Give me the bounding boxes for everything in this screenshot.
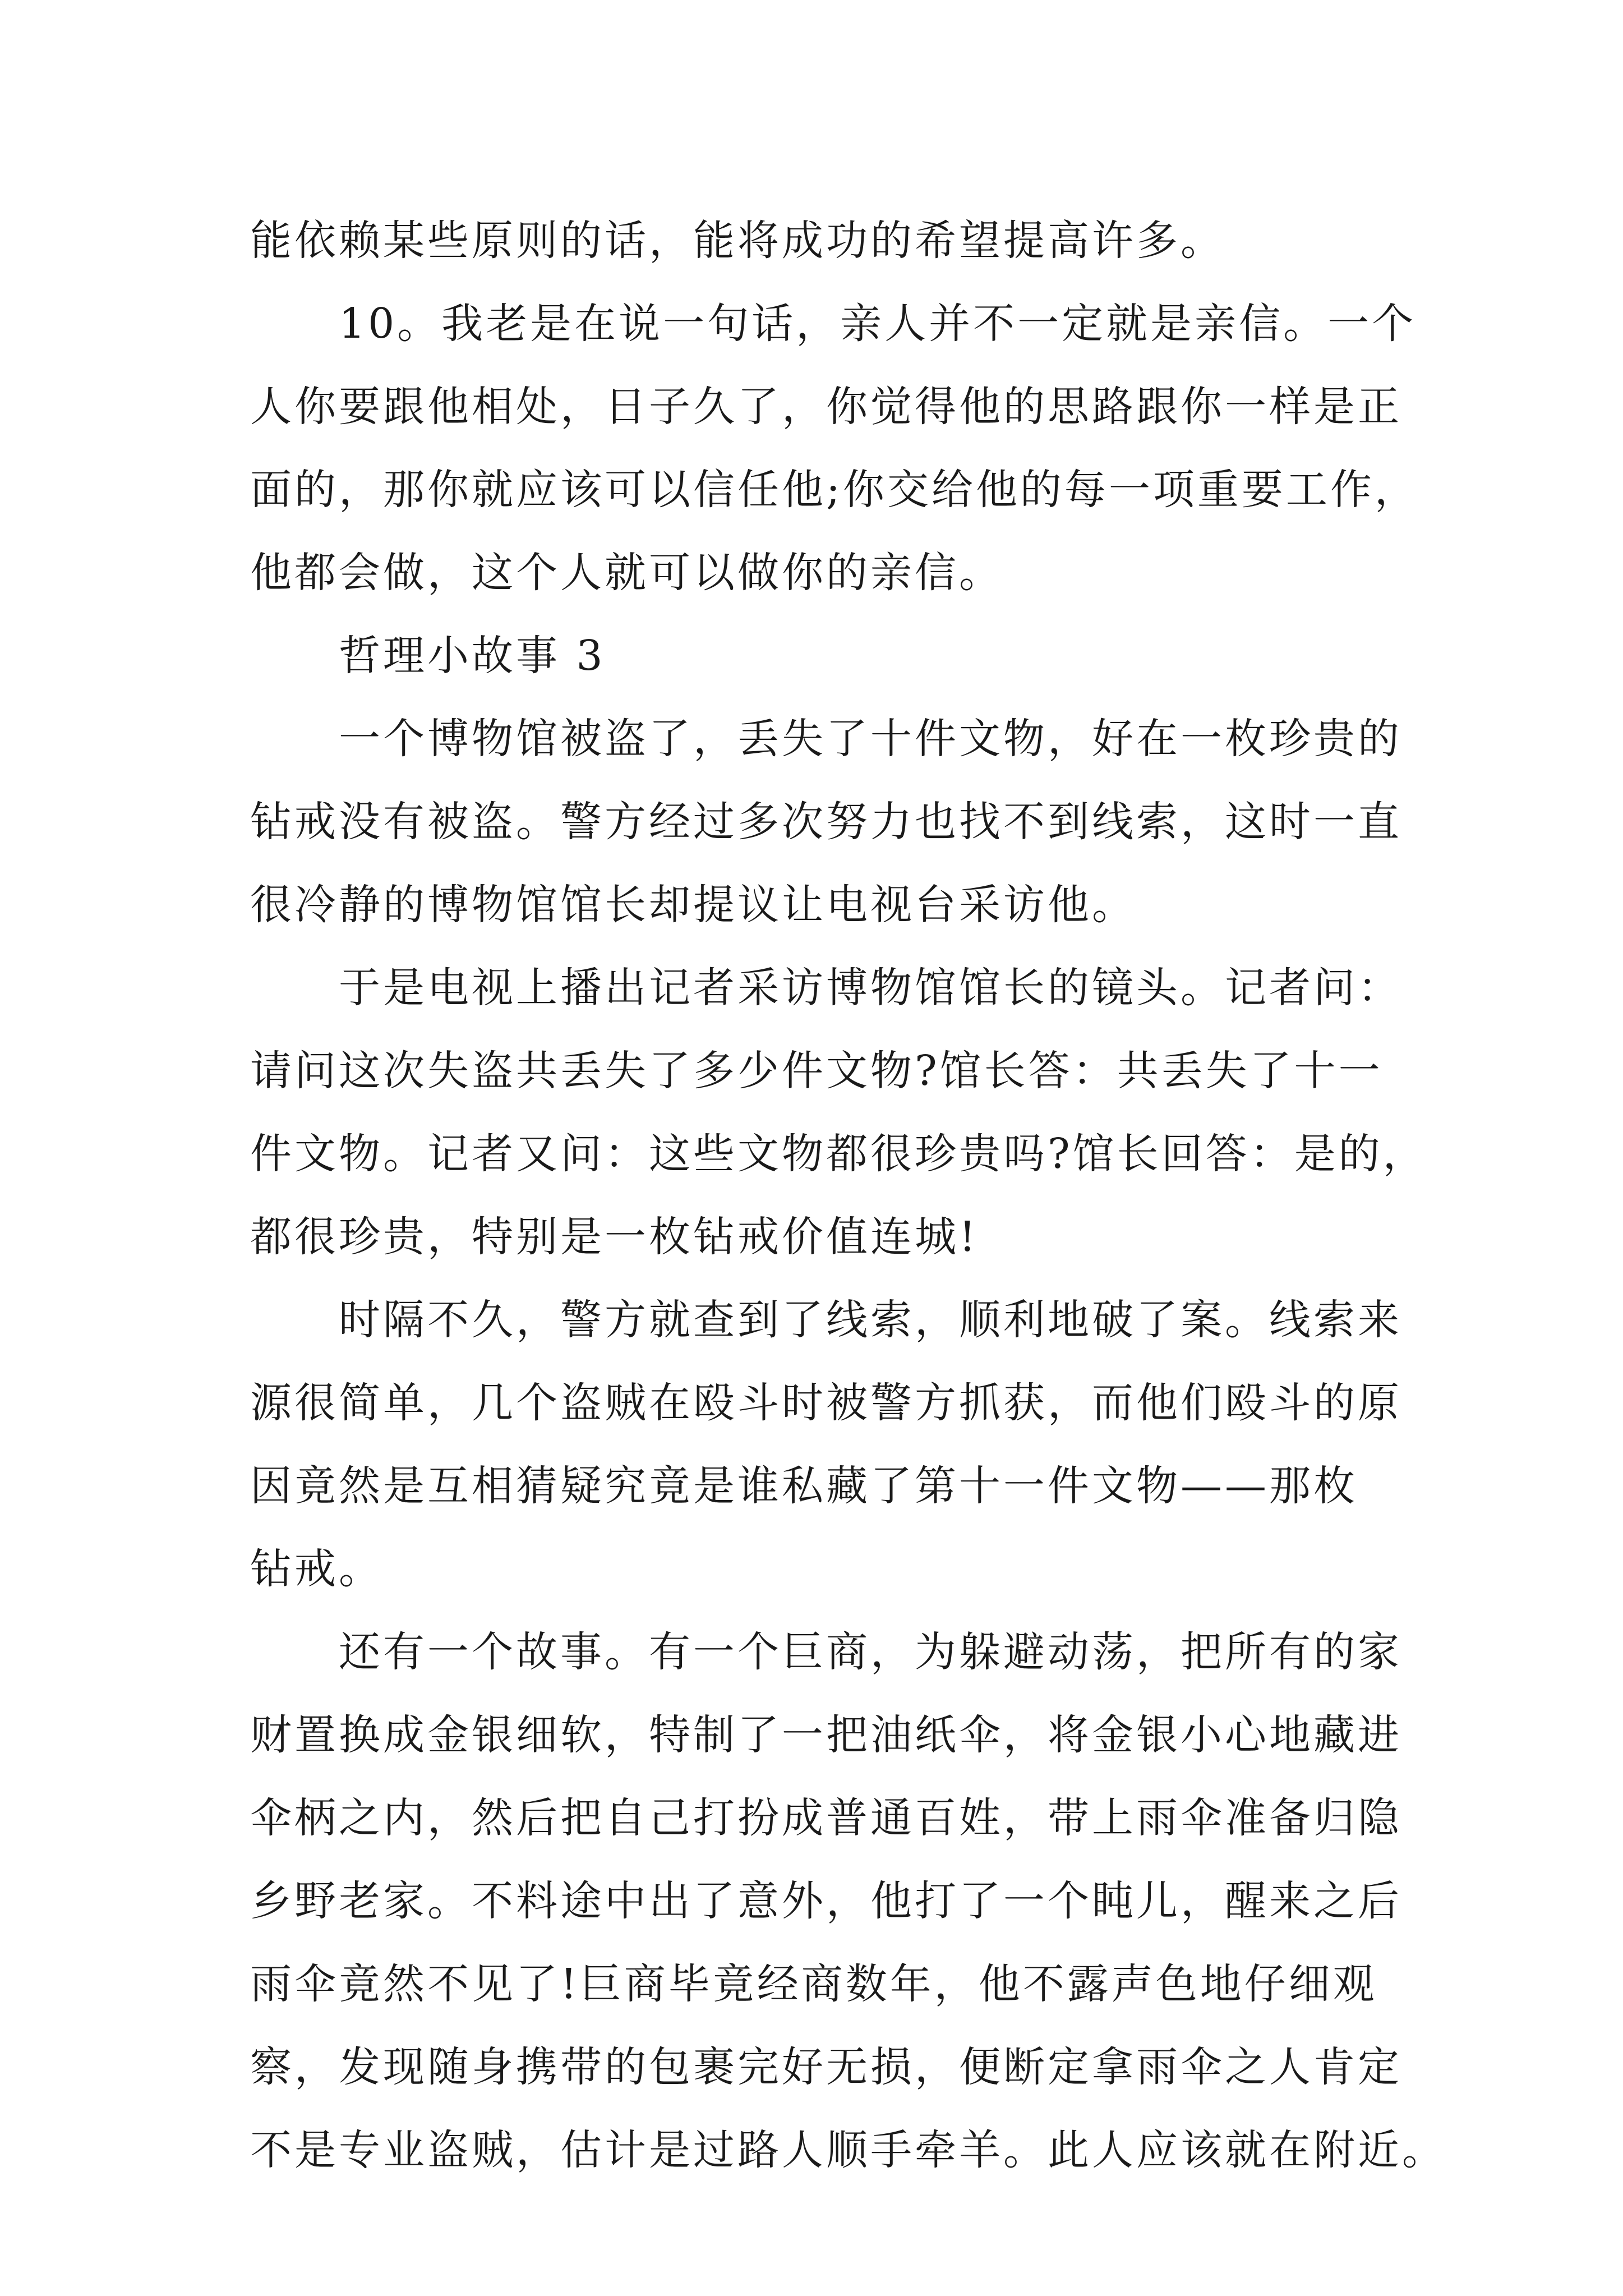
paragraph-museum-theft — [250, 697, 1402, 946]
text-line: 时隔不久，警方就查到了线索，顺利地破了案。线索来 — [339, 1296, 1402, 1344]
text-line: 源很简单，几个盗贼在殴斗时被警方抓获，而他们殴斗的原 — [250, 1379, 1402, 1427]
text-line: 请问这次失盗共丢失了多少件文物?馆长答：共丢失了十一 — [250, 1047, 1383, 1095]
text-line: 伞柄之内，然后把自己打扮成普通百姓，带上雨伞准备归隐 — [250, 1794, 1402, 1842]
text-line: 因竟然是互相猜疑究竟是谁私藏了第十一件文物——那枚 — [250, 1462, 1358, 1510]
text-line: 件文物。记者又问：这些文物都很珍贵吗?馆长回答：是的， — [250, 1130, 1427, 1178]
text-line: 不是专业盗贼，估计是过路人顺手牵羊。此人应该就在附近。 — [250, 2126, 1446, 2174]
text-line: 他都会做，这个人就可以做你的亲信。 — [250, 549, 1003, 597]
paragraph-interview — [250, 946, 1427, 1278]
document-body — [250, 199, 1446, 2192]
text-line: 察，发现随身携带的包裹完好无损，便断定拿雨伞之人肯定 — [250, 2043, 1402, 2091]
text-line: 10。我老是在说一句话，亲人并不一定就是亲信。一个 — [339, 300, 1417, 348]
text-line: 还有一个故事。有一个巨商，为躲避动荡，把所有的家 — [339, 1628, 1402, 1676]
paragraph-case-solved — [250, 1278, 1402, 1611]
text-line: 财置换成金银细软，特制了一把油纸伞，将金银小心地藏进 — [250, 1711, 1402, 1759]
text-line: 人你要跟他相处，日子久了，你觉得他的思路跟你一样是正 — [250, 383, 1402, 431]
text-line: 都很珍贵，特别是一枚钻戒价值连城! — [250, 1213, 979, 1261]
text-line: 钻戒。 — [250, 1545, 383, 1593]
text-line: 能依赖某些原则的话，能将成功的希望提高许多。 — [250, 217, 1225, 265]
paragraph-merchant-story — [250, 1611, 1446, 2192]
text-line: 钻戒没有被盗。警方经过多次努力也找不到线索，这时一直 — [250, 798, 1402, 846]
text-line: 于是电视上播出记者采访博物馆馆长的镜头。记者问： — [339, 964, 1402, 1012]
story-heading — [250, 614, 1394, 697]
text-line: 雨伞竟然不见了!巨商毕竟经商数年，他不露声色地仔细观 — [250, 1960, 1377, 2008]
paragraph-trusted-relatives — [250, 282, 1419, 614]
heading-text: 哲理小故事 3 — [339, 632, 606, 680]
text-line: 乡野老家。不料途中出了意外，他打了一个盹儿，醒来之后 — [250, 1877, 1402, 1925]
text-line: 面的，那你就应该可以信任他;你交给他的每一项重要工作， — [250, 466, 1419, 514]
paragraph-continuation — [250, 199, 1394, 282]
text-line: 一个博物馆被盗了，丢失了十件文物，好在一枚珍贵的 — [339, 715, 1402, 763]
text-line: 很冷静的博物馆馆长却提议让电视台采访他。 — [250, 881, 1136, 929]
